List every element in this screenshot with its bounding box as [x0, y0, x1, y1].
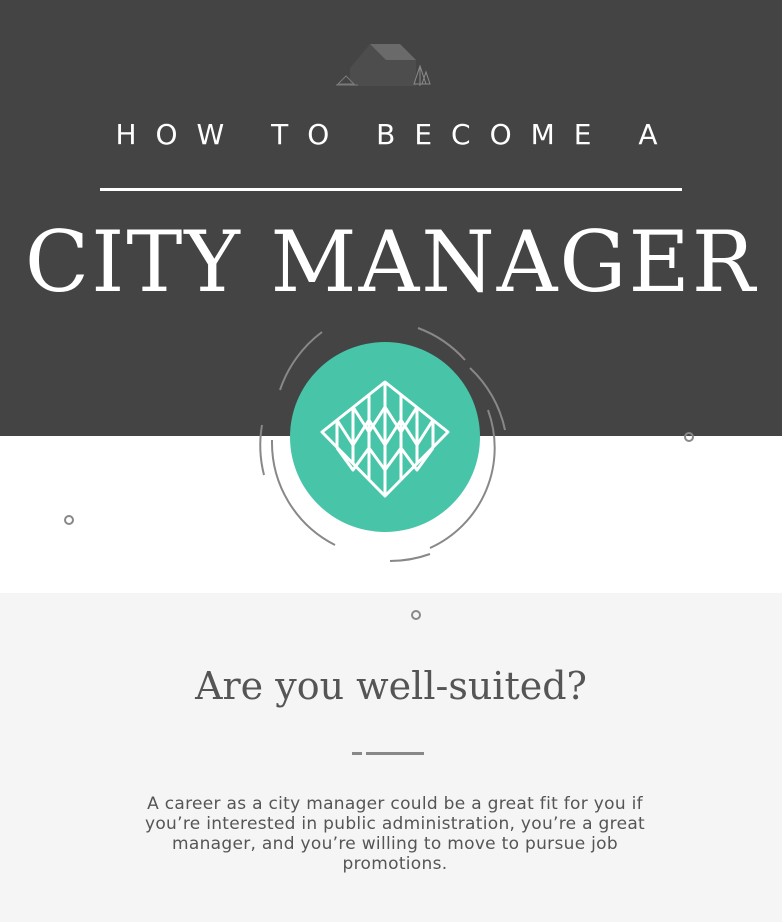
- separator: [352, 752, 362, 755]
- intro-paragraph: A career as a city manager could be a great fit for you if you’re interested in public administration, you’re a great manager, and you’re willing to move to pursue job promotions.: [144, 794, 646, 874]
- hero-kicker: HOW TO BECOME A: [115, 118, 677, 151]
- house-with-trees-icon: [336, 38, 436, 90]
- decor-dot: [684, 432, 694, 442]
- hero-divider: [100, 188, 682, 191]
- page-title: CITY MANAGER: [24, 213, 758, 311]
- decor-dot: [64, 515, 74, 525]
- section-heading: Are you well-suited?: [195, 664, 587, 708]
- decor-dot: [411, 610, 421, 620]
- separator: [366, 752, 424, 755]
- emblem: [250, 310, 520, 570]
